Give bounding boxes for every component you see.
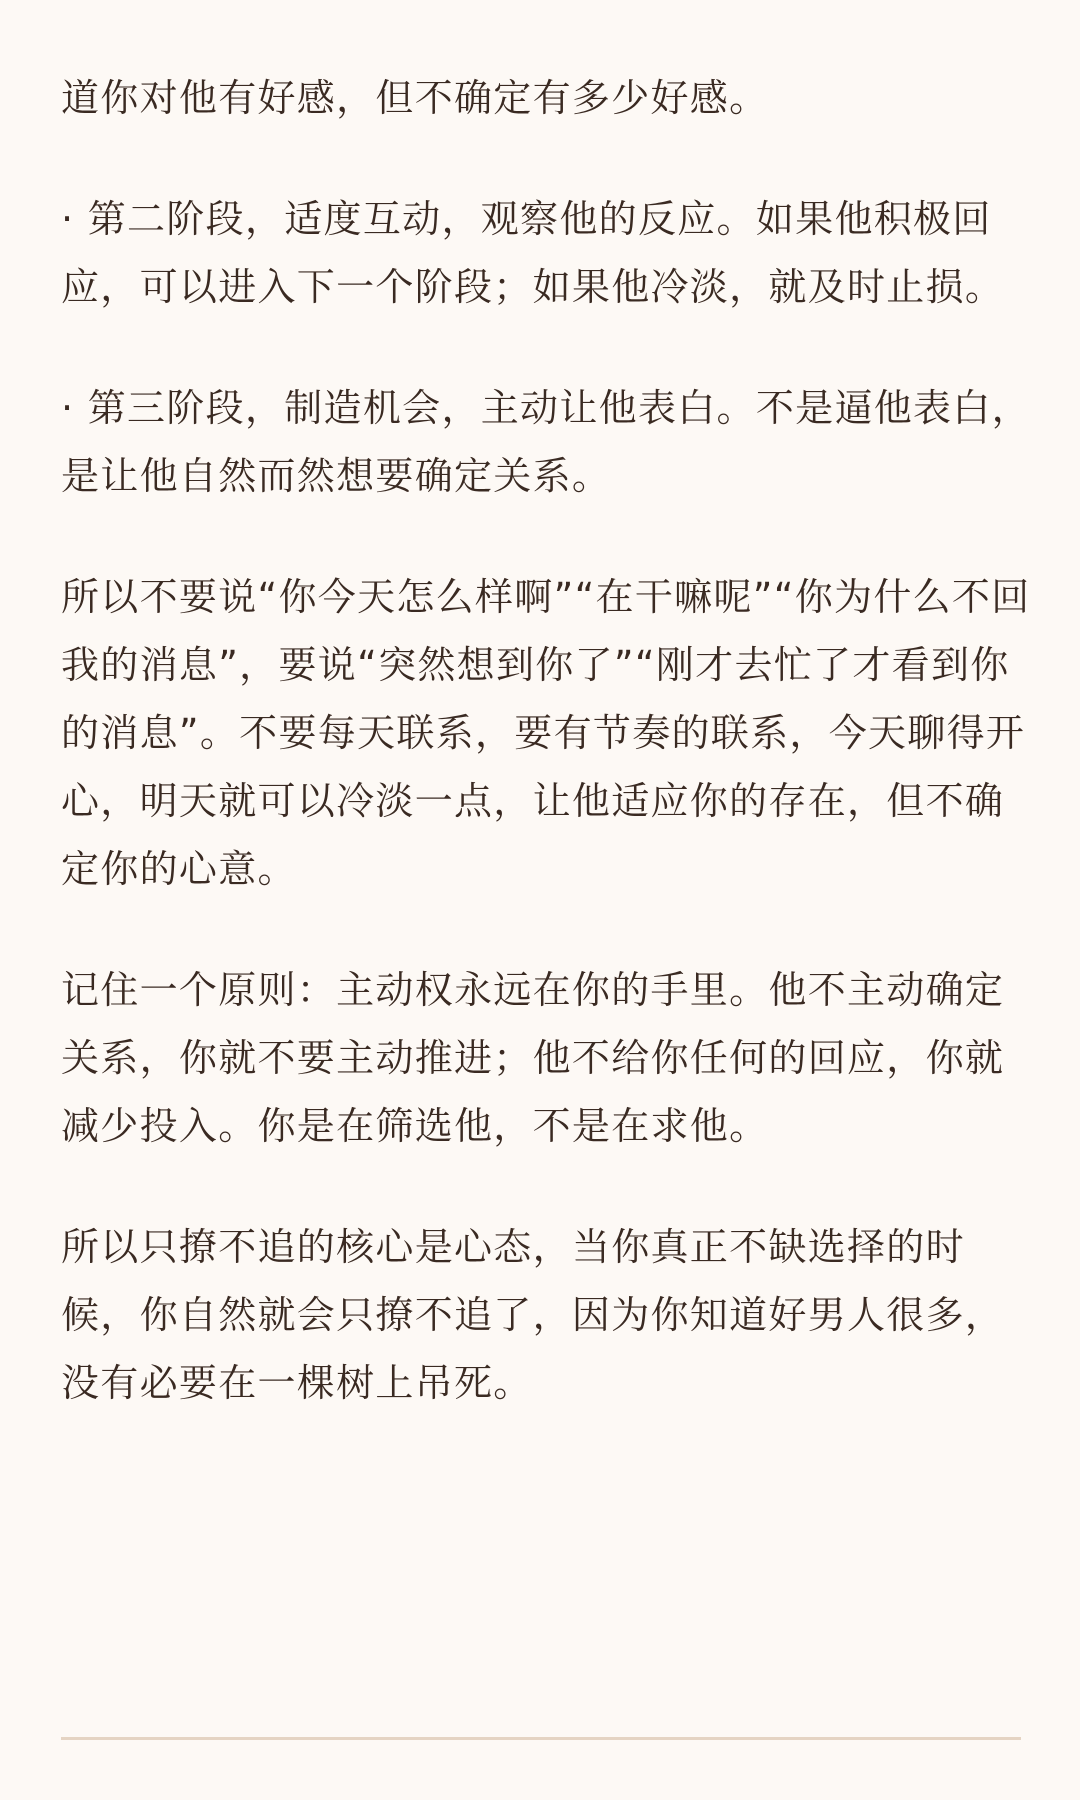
paragraph-stage-three: · 第三阶段，制造机会，主动让他表白。不是逼他表白，是让他自然而然想要确定关系。 (61, 386, 1031, 498)
paragraph-stage-two: · 第二阶段，适度互动，观察他的反应。如果他积极回应，可以进入下一个阶段；如果他冷淡，就及时止损。 (61, 197, 1005, 309)
paragraph-conclusion: 所以只撩不追的核心是心态，当你真正不缺选择的时候，你自然就会只撩不追了，因为你知道好男人很多，没有必要在一棵树上吊死。 (61, 1225, 1005, 1405)
paragraph-what-to-say: 所以不要说“你今天怎么样啊”“在干嘛呢”“你为什么不回我的消息”，要说“突然想到你了”“刚才去忙了才看到你的消息”。不要每天联系，要有节奏的联系，今天聊得开心，明天就可以冷淡一点，让他适应你的存在，但不确定你的心意。 (61, 575, 1031, 891)
paragraph-principle: 记住一个原则：主动权永远在你的手里。他不主动确定关系，你就不要主动推进；他不给你任何的回应，你就减少投入。你是在筛选他，不是在求他。 (61, 968, 1005, 1148)
paragraph-continuation: 道你对他有好感，但不确定有多少好感。 (61, 76, 769, 120)
bottom-divider (61, 1737, 1021, 1740)
article-body (61, 64, 1031, 1470)
